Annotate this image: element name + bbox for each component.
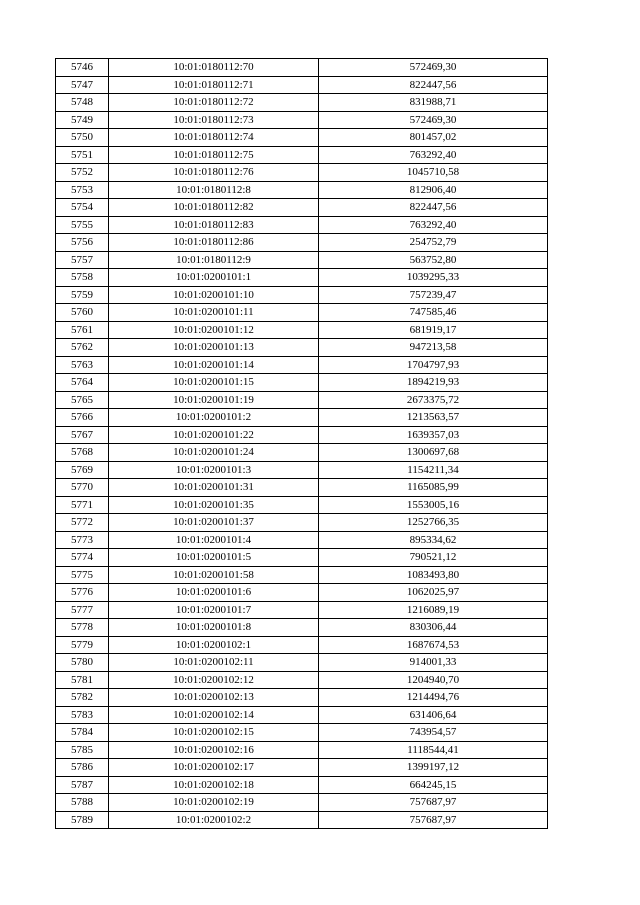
row-number-cell: 5765: [56, 391, 109, 409]
cadastral-number-cell: 10:01:0180112:86: [109, 234, 319, 252]
table-row: [56, 654, 548, 672]
cadastral-number-cell: 10:01:0200101:19: [109, 391, 319, 409]
value-cell: 914001,33: [319, 654, 548, 672]
row-number-cell: 5751: [56, 146, 109, 164]
row-number-cell: 5748: [56, 94, 109, 112]
value-cell: 1204940,70: [319, 671, 548, 689]
cadastral-number-cell: 10:01:0200101:15: [109, 374, 319, 392]
value-cell: 1894219,93: [319, 374, 548, 392]
row-number-cell: 5773: [56, 531, 109, 549]
value-cell: 743954,57: [319, 724, 548, 742]
table-row: [56, 706, 548, 724]
table-row: [56, 479, 548, 497]
row-number-cell: 5757: [56, 251, 109, 269]
row-number-cell: 5780: [56, 654, 109, 672]
cadastral-number-cell: 10:01:0200102:12: [109, 671, 319, 689]
row-number-cell: 5768: [56, 444, 109, 462]
table-row: [56, 759, 548, 777]
row-number-cell: 5755: [56, 216, 109, 234]
table-row: [56, 514, 548, 532]
row-number-cell: 5754: [56, 199, 109, 217]
cadastral-number-cell: 10:01:0200101:10: [109, 286, 319, 304]
row-number-cell: 5746: [56, 59, 109, 77]
value-cell: 830306,44: [319, 619, 548, 637]
cadastral-number-cell: 10:01:0180112:73: [109, 111, 319, 129]
cadastral-number-cell: 10:01:0200101:3: [109, 461, 319, 479]
cadastral-number-cell: 10:01:0200102:17: [109, 759, 319, 777]
cadastral-number-cell: 10:01:0200101:2: [109, 409, 319, 427]
table-row: [56, 356, 548, 374]
table-body: [56, 59, 548, 829]
value-cell: 1300697,68: [319, 444, 548, 462]
cadastral-number-cell: 10:01:0180112:70: [109, 59, 319, 77]
table-row: [56, 619, 548, 637]
table-row: [56, 146, 548, 164]
value-cell: 563752,80: [319, 251, 548, 269]
cadastral-number-cell: 10:01:0180112:72: [109, 94, 319, 112]
cadastral-number-cell: 10:01:0200101:7: [109, 601, 319, 619]
row-number-cell: 5758: [56, 269, 109, 287]
value-cell: 1118544,41: [319, 741, 548, 759]
row-number-cell: 5778: [56, 619, 109, 637]
cadastral-number-cell: 10:01:0200101:11: [109, 304, 319, 322]
value-cell: 1399197,12: [319, 759, 548, 777]
row-number-cell: 5749: [56, 111, 109, 129]
row-number-cell: 5753: [56, 181, 109, 199]
cadastral-number-cell: 10:01:0200102:1: [109, 636, 319, 654]
row-number-cell: 5747: [56, 76, 109, 94]
cadastral-number-cell: 10:01:0200101:31: [109, 479, 319, 497]
cadastral-number-cell: 10:01:0200101:35: [109, 496, 319, 514]
value-cell: 822447,56: [319, 76, 548, 94]
table-row: [56, 164, 548, 182]
table-row: [56, 321, 548, 339]
row-number-cell: 5750: [56, 129, 109, 147]
table-row: [56, 584, 548, 602]
value-cell: 812906,40: [319, 181, 548, 199]
table-row: [56, 409, 548, 427]
cadastral-number-cell: 10:01:0200102:18: [109, 776, 319, 794]
cadastral-number-cell: 10:01:0200101:5: [109, 549, 319, 567]
row-number-cell: 5783: [56, 706, 109, 724]
table-row: [56, 636, 548, 654]
value-cell: 1154211,34: [319, 461, 548, 479]
row-number-cell: 5760: [56, 304, 109, 322]
value-cell: 757687,97: [319, 811, 548, 829]
table-row: [56, 724, 548, 742]
row-number-cell: 5774: [56, 549, 109, 567]
cadastral-number-cell: 10:01:0200101:24: [109, 444, 319, 462]
value-cell: 681919,17: [319, 321, 548, 339]
value-cell: 1704797,93: [319, 356, 548, 374]
table-row: [56, 601, 548, 619]
value-cell: 1216089,19: [319, 601, 548, 619]
table-row: [56, 181, 548, 199]
table-row: [56, 304, 548, 322]
value-cell: 1553005,16: [319, 496, 548, 514]
cadastral-number-cell: 10:01:0180112:82: [109, 199, 319, 217]
cadastral-number-cell: 10:01:0200102:16: [109, 741, 319, 759]
value-cell: 822447,56: [319, 199, 548, 217]
cadastral-number-cell: 10:01:0200101:22: [109, 426, 319, 444]
value-cell: 572469,30: [319, 111, 548, 129]
table-row: [56, 129, 548, 147]
cadastral-number-cell: 10:01:0200102:14: [109, 706, 319, 724]
cadastral-number-cell: 10:01:0180112:71: [109, 76, 319, 94]
cadastral-number-cell: 10:01:0200102:19: [109, 794, 319, 812]
table-row: [56, 794, 548, 812]
table-row: [56, 671, 548, 689]
cadastral-number-cell: 10:01:0200101:58: [109, 566, 319, 584]
row-number-cell: 5756: [56, 234, 109, 252]
row-number-cell: 5770: [56, 479, 109, 497]
row-number-cell: 5779: [56, 636, 109, 654]
cadastral-number-cell: 10:01:0200101:13: [109, 339, 319, 357]
value-cell: 1062025,97: [319, 584, 548, 602]
value-cell: 757687,97: [319, 794, 548, 812]
table-row: [56, 391, 548, 409]
value-cell: 1039295,33: [319, 269, 548, 287]
value-cell: 631406,64: [319, 706, 548, 724]
cadastral-number-cell: 10:01:0200101:1: [109, 269, 319, 287]
value-cell: 572469,30: [319, 59, 548, 77]
row-number-cell: 5785: [56, 741, 109, 759]
value-cell: 790521,12: [319, 549, 548, 567]
row-number-cell: 5772: [56, 514, 109, 532]
row-number-cell: 5767: [56, 426, 109, 444]
table-row: [56, 811, 548, 829]
value-cell: 763292,40: [319, 146, 548, 164]
table-row: [56, 269, 548, 287]
value-cell: 2673375,72: [319, 391, 548, 409]
table-row: [56, 339, 548, 357]
row-number-cell: 5764: [56, 374, 109, 392]
row-number-cell: 5763: [56, 356, 109, 374]
value-cell: 1045710,58: [319, 164, 548, 182]
value-cell: 1165085,99: [319, 479, 548, 497]
table-row: [56, 374, 548, 392]
cadastral-number-cell: 10:01:0180112:75: [109, 146, 319, 164]
table-row: [56, 251, 548, 269]
table-row: [56, 549, 548, 567]
table-row: [56, 111, 548, 129]
row-number-cell: 5788: [56, 794, 109, 812]
row-number-cell: 5771: [56, 496, 109, 514]
cadastral-number-cell: 10:01:0180112:74: [109, 129, 319, 147]
value-cell: 1639357,03: [319, 426, 548, 444]
row-number-cell: 5775: [56, 566, 109, 584]
table-row: [56, 776, 548, 794]
table-row: [56, 199, 548, 217]
row-number-cell: 5786: [56, 759, 109, 777]
table-row: [56, 566, 548, 584]
row-number-cell: 5776: [56, 584, 109, 602]
table-row: [56, 426, 548, 444]
table-row: [56, 94, 548, 112]
table-row: [56, 444, 548, 462]
value-cell: 664245,15: [319, 776, 548, 794]
cadastral-number-cell: 10:01:0200102:13: [109, 689, 319, 707]
table-row: [56, 531, 548, 549]
table-row: [56, 216, 548, 234]
cadastral-number-cell: 10:01:0180112:8: [109, 181, 319, 199]
value-cell: 1083493,80: [319, 566, 548, 584]
row-number-cell: 5759: [56, 286, 109, 304]
row-number-cell: 5784: [56, 724, 109, 742]
table-row: [56, 59, 548, 77]
row-number-cell: 5782: [56, 689, 109, 707]
value-cell: 831988,71: [319, 94, 548, 112]
table-row: [56, 286, 548, 304]
value-cell: 1214494,76: [319, 689, 548, 707]
cadastral-number-cell: 10:01:0180112:9: [109, 251, 319, 269]
table-row: [56, 76, 548, 94]
table-row: [56, 496, 548, 514]
row-number-cell: 5781: [56, 671, 109, 689]
row-number-cell: 5789: [56, 811, 109, 829]
value-cell: 1687674,53: [319, 636, 548, 654]
cadastral-number-cell: 10:01:0200102:2: [109, 811, 319, 829]
cadastral-number-cell: 10:01:0200101:12: [109, 321, 319, 339]
cadastral-number-cell: 10:01:0180112:83: [109, 216, 319, 234]
row-number-cell: 5787: [56, 776, 109, 794]
cadastral-number-cell: 10:01:0200101:6: [109, 584, 319, 602]
cadastral-number-cell: 10:01:0200102:11: [109, 654, 319, 672]
table-row: [56, 461, 548, 479]
value-cell: 254752,79: [319, 234, 548, 252]
value-cell: 801457,02: [319, 129, 548, 147]
value-cell: 747585,46: [319, 304, 548, 322]
value-cell: 1213563,57: [319, 409, 548, 427]
cadastral-number-cell: 10:01:0180112:76: [109, 164, 319, 182]
table-row: [56, 234, 548, 252]
row-number-cell: 5766: [56, 409, 109, 427]
cadastral-number-cell: 10:01:0200101:4: [109, 531, 319, 549]
table-row: [56, 741, 548, 759]
value-cell: 763292,40: [319, 216, 548, 234]
cadastral-number-cell: 10:01:0200101:37: [109, 514, 319, 532]
value-cell: 895334,62: [319, 531, 548, 549]
row-number-cell: 5762: [56, 339, 109, 357]
cadastral-number-cell: 10:01:0200102:15: [109, 724, 319, 742]
row-number-cell: 5769: [56, 461, 109, 479]
row-number-cell: 5777: [56, 601, 109, 619]
value-cell: 1252766,35: [319, 514, 548, 532]
row-number-cell: 5761: [56, 321, 109, 339]
cadastral-number-cell: 10:01:0200101:14: [109, 356, 319, 374]
row-number-cell: 5752: [56, 164, 109, 182]
value-cell: 757239,47: [319, 286, 548, 304]
value-cell: 947213,58: [319, 339, 548, 357]
data-table: [55, 58, 548, 829]
table-row: [56, 689, 548, 707]
cadastral-number-cell: 10:01:0200101:8: [109, 619, 319, 637]
